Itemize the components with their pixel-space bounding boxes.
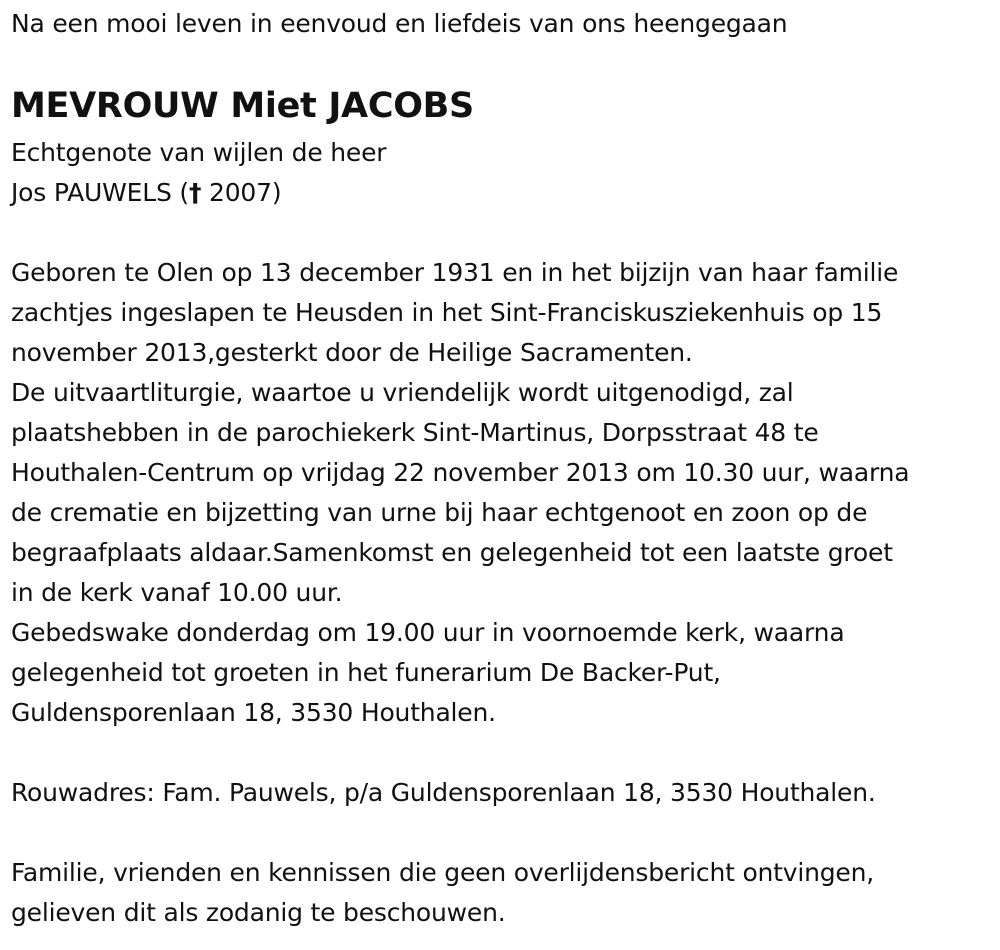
body-line: november 2013,gesterkt door de Heilige Sacramenten.: [11, 338, 693, 367]
body-line: begraafplaats aldaar.Samenkomst en gelegenheid tot een laatste groet: [11, 538, 893, 567]
family-notice-line: gelieven dit als zodanig te beschouwen.: [11, 898, 506, 927]
intro-line: Na een mooi leven in eenvoud en liefdeis van ons heengegaan: [11, 9, 788, 38]
body-line: Houthalen-Centrum op vrijdag 22 november 2013 om 10.30 uur, waarna: [11, 458, 910, 487]
spouse-line-1: Echtgenote van wijlen de heer: [11, 138, 387, 167]
body-line: gelegenheid tot groeten in het funerarium De Backer-Put,: [11, 658, 721, 687]
spouse-block: [11, 133, 386, 213]
spouse-name: Jos PAUWELS (: [11, 178, 189, 207]
deceased-name: MEVROUW Miet JACOBS: [11, 86, 474, 126]
spouse-line-2: [11, 173, 386, 213]
body-line: Guldensporenlaan 18, 3530 Houthalen.: [11, 698, 496, 727]
body-line: de crematie en bijzetting van urne bij haar echtgenoot en zoon op de: [11, 498, 868, 527]
spouse-death-year: 2007): [201, 178, 282, 207]
family-notice-line: Familie, vrienden en kennissen die geen overlijdensbericht ontvingen,: [11, 858, 875, 887]
rouwadres-line: Rouwadres: Fam. Pauwels, p/a Guldensporenlaan 18, 3530 Houthalen.: [11, 778, 876, 807]
rouwadres-block: [11, 773, 876, 813]
body-line: De uitvaartliturgie, waartoe u vriendelijk wordt uitgenodigd, zal: [11, 378, 794, 407]
body-line: Gebedswake donderdag om 19.00 uur in voornoemde kerk, waarna: [11, 618, 845, 647]
notice-body: [11, 253, 909, 733]
family-notice-block: [11, 853, 874, 933]
body-line: plaatshebben in de parochiekerk Sint-Martinus, Dorpsstraat 48 te: [11, 418, 819, 447]
body-line: Geboren te Olen op 13 december 1931 en in het bijzijn van haar familie: [11, 258, 899, 287]
cross-icon: †: [188, 178, 202, 207]
body-line: zachtjes ingeslapen te Heusden in het Sint-Franciskusziekenhuis op 15: [11, 298, 883, 327]
body-line: in de kerk vanaf 10.00 uur.: [11, 578, 343, 607]
